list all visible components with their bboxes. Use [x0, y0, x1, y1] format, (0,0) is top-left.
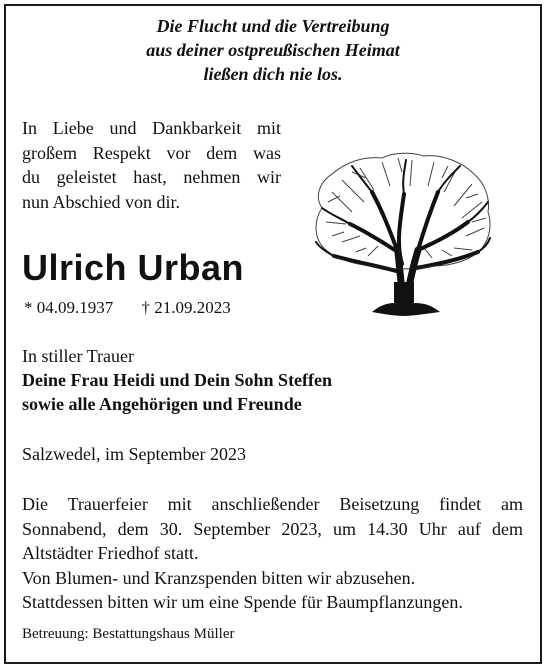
birth-date: * 04.09.1937	[24, 298, 114, 317]
intro-text	[22, 116, 281, 214]
mourners	[22, 344, 332, 416]
ceremony-line: Altstädter Friedhof statt.	[22, 543, 199, 563]
mourners-line: Deine Frau Heidi und Dein Sohn Steffen	[22, 370, 333, 390]
death-date: † 21.09.2023	[141, 298, 231, 317]
ceremony-info	[22, 492, 523, 615]
ceremony-line: Die Trauerfeier mit anschließender Beisetzung findet am	[22, 494, 523, 514]
deceased-name: Ulrich Urban	[22, 247, 245, 288]
intro-line: großem Respekt vor dem was	[22, 142, 281, 163]
place-date: Salzwedel, im September 2023	[22, 444, 246, 464]
ceremony-line: Sonnabend, dem 30. September 2023, um 14.30 Uhr auf dem	[22, 518, 523, 539]
intro-line: du geleistet hast, nehmen wir	[22, 167, 281, 187]
motto-line: ließen dich nie los.	[203, 64, 343, 84]
tree-icon	[312, 152, 492, 342]
mourners-heading: In stiller Trauer	[22, 346, 134, 366]
intro-line: In Liebe und Dankbarkeit mit	[22, 118, 281, 138]
life-dates	[24, 297, 231, 319]
motto-line: aus deiner ostpreußischen Heimat	[146, 40, 400, 60]
undertaker-credit: Betreuung: Bestattungshaus Müller	[22, 626, 235, 642]
motto-line: Die Flucht und die Vertreibung	[156, 16, 390, 36]
motto	[0, 14, 546, 86]
ceremony-line: Von Blumen- und Kranzspenden bitten wir abzusehen.	[22, 567, 416, 588]
ceremony-line: Stattdessen bitten wir um eine Spende für Baumpflanzungen.	[22, 592, 463, 612]
intro-line: nun Abschied von dir.	[22, 191, 180, 212]
mourners-line: sowie alle Angehörigen und Freunde	[22, 394, 302, 414]
